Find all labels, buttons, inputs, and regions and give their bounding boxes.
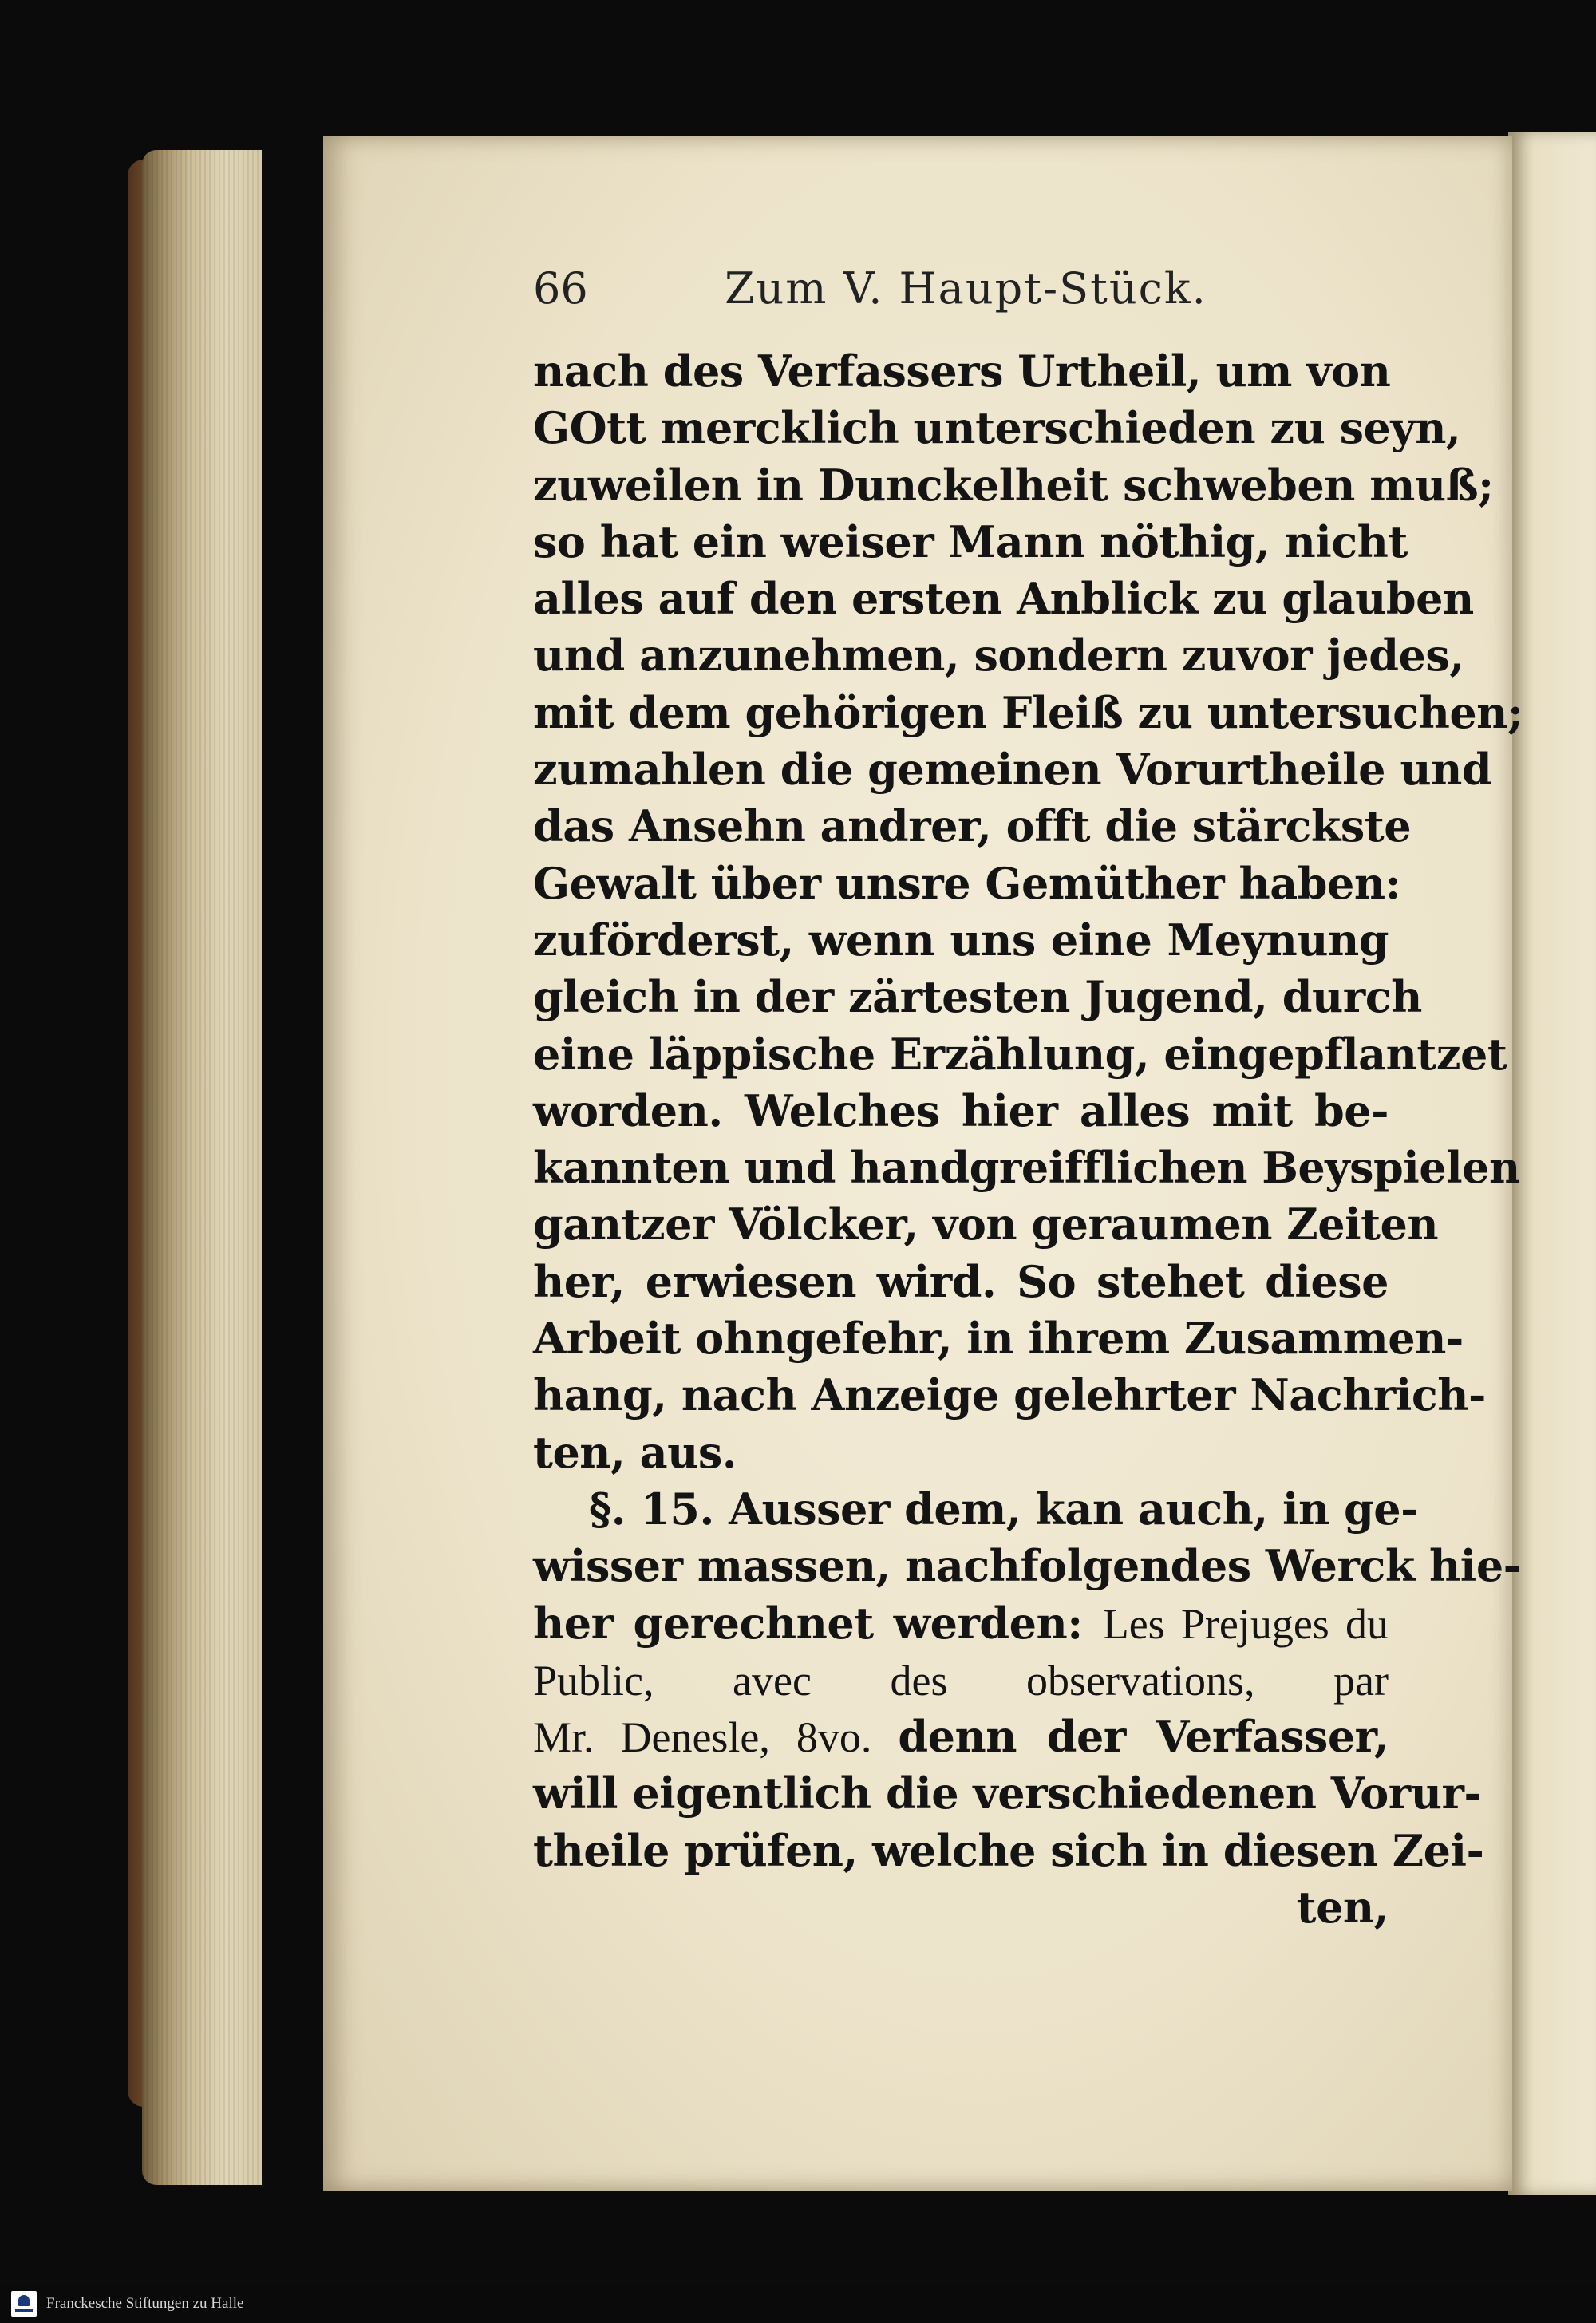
text-line: Mr. Denesle, 8vo. denn der Verfasser,	[533, 1711, 1389, 1763]
text-line: das Ansehn andrer, offt die stärckste	[533, 800, 1412, 852]
institution-name: Franckesche Stiftungen zu Halle	[46, 2295, 244, 2312]
text-line: Gewalt über unsre Gemüther haben:	[533, 857, 1401, 909]
antiqua-text: Les Prejuges du	[1102, 1599, 1389, 1648]
text-line: zumahlen die gemeinen Vorurtheile und	[533, 744, 1492, 796]
body-text	[533, 343, 1523, 1936]
text-line: theile prüfen, welche sich in diesen Zei-	[533, 1824, 1484, 1876]
running-title: Zum V. Haupt-Stück.	[725, 263, 1207, 314]
running-head	[533, 263, 1395, 327]
text-line: alles auf den ersten Anblick zu glauben	[533, 573, 1474, 625]
text-line	[533, 1652, 1389, 1709]
text-line: und anzunehmen, sondern zuvor jedes,	[533, 630, 1464, 681]
text-line: so hat ein weiser Mann nöthig, nicht	[533, 516, 1408, 567]
text-line: wisser massen, nachfolgendes Werck hie-	[533, 1540, 1521, 1592]
page-number: 66	[533, 263, 588, 314]
paragraph-start-line: §. 15. Ausser dem, kan auch, in ge-	[589, 1483, 1419, 1535]
text-line: Arbeit ohngefehr, in ihrem Zusammen-	[533, 1313, 1464, 1365]
text-line: hang, nach Anzeige gelehrter Nachrich-	[533, 1369, 1486, 1421]
text-line: ten, aus.	[533, 1426, 737, 1478]
antiqua-text: Mr. Denesle, 8vo.	[533, 1713, 899, 1762]
text-line: her, erwiesen wird. So stehet diese	[533, 1255, 1389, 1307]
text-line: GOtt mercklich unterschieden zu seyn,	[533, 402, 1461, 454]
text-line: gantzer Völcker, von geraumen Zeiten	[533, 1199, 1439, 1250]
text-line: zuförderst, wenn uns eine Meynung	[533, 914, 1389, 966]
book-page-edges	[142, 150, 262, 2185]
text-line: eine läppische Erzählung, eingepflantzet	[533, 1028, 1507, 1080]
francke-foundation-logo-icon	[11, 2291, 37, 2317]
facing-page-edge	[1508, 132, 1596, 2195]
text-line: will eigentlich die verschiedenen Vorur-	[533, 1768, 1482, 1819]
text-line: zuweilen in Dunckelheit schweben muß;	[533, 459, 1494, 511]
text-line: nach des Verfassers Urtheil, um von	[533, 346, 1391, 397]
catchword: ten,	[1296, 1882, 1389, 1934]
text-line: mit dem gehörigen Fleiß zu untersuchen;	[533, 686, 1523, 738]
text-line: kannten und handgreifflichen Beyspielen	[533, 1142, 1520, 1194]
text-line: gleich in der zärtesten Jugend, durch	[533, 971, 1422, 1023]
footer-bar	[0, 2284, 1596, 2323]
text-line: worden. Welches hier alles mit be-	[533, 1084, 1389, 1136]
text-line: her gerechnet werden: Les Prejuges du	[533, 1597, 1389, 1649]
antiqua-text: Public, avec des observations, par	[533, 1656, 1389, 1705]
